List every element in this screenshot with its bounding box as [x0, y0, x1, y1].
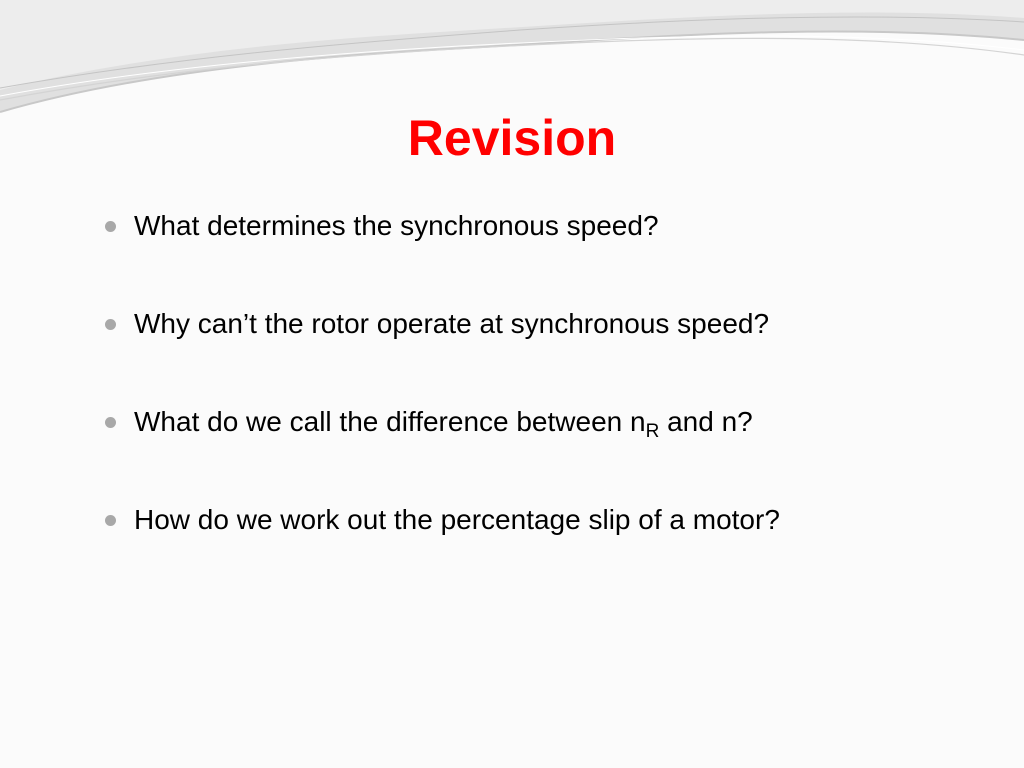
subscript-r: R [645, 421, 660, 442]
bullet-list [103, 208, 983, 600]
slide-title: Revision [407, 110, 617, 166]
bullet-item-percentage-slip [103, 502, 983, 600]
bullet-item-synchronous-speed [103, 208, 983, 306]
bullet-dot-icon [105, 515, 116, 526]
bullet-text-after: and n? [659, 406, 753, 437]
bullet-text: Why can’t the rotor operate at synchronous speed? [134, 308, 770, 339]
bullet-dot-icon [105, 221, 116, 232]
bullet-item-difference [103, 404, 983, 502]
bullet-text-before: What do we call the difference between n [134, 406, 646, 437]
bullet-item-rotor-speed [103, 306, 983, 404]
bullet-text [134, 406, 753, 442]
bullet-text: How do we work out the percentage slip of a motor? [134, 504, 780, 535]
bullet-dot-icon [105, 417, 116, 428]
bullet-dot-icon [105, 319, 116, 330]
bullet-text: What determines the synchronous speed? [134, 210, 659, 241]
